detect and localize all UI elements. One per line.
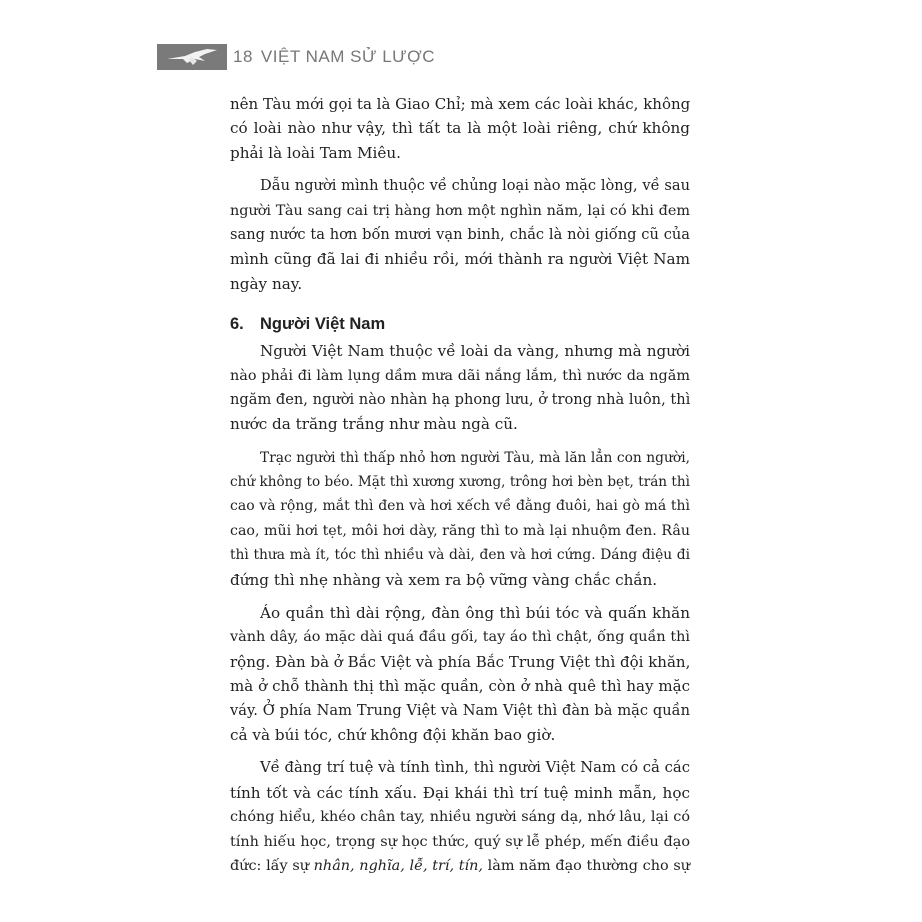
text-line: tính tốt và các tính xấu. Đại khái thì trí tuệ minh mẫn, học [230, 783, 690, 802]
running-header [233, 47, 435, 67]
text-line: mà ở chỗ thành thị thì mặc quần, còn ở nhà quê thì hay mặc [230, 677, 690, 696]
text-line: thì thưa mà ít, tóc thì nhiều và dài, đen và hơi cứng. Dáng điệu đi [230, 547, 690, 564]
text-line: tính hiếu học, trọng sự học thức, quý sự lễ phép, mến điều đạo [230, 833, 690, 850]
text-line: nào phải đi làm lụng dầm mưa dãi nắng lắm, thì nước da ngăm [230, 367, 690, 384]
text-line: Về đàng trí tuệ và tính tình, thì người Việt Nam có cả các [260, 759, 690, 777]
text-line-mixed [230, 854, 690, 878]
page-body [230, 92, 690, 878]
text-line: Dẫu người mình thuộc về chủng loại nào mặc lòng, về sau [260, 177, 690, 195]
text-run: làm năm đạo thường cho sự [482, 857, 690, 874]
text-line: Trạc người thì thấp nhỏ hơn người Tàu, mà lăn lẳn con người, [260, 449, 690, 466]
text-line: cả và búi tóc, chứ không đội khăn bao giờ. [230, 725, 556, 744]
section-heading [230, 309, 690, 339]
text-line: cao, mũi hơi tẹt, môi hơi dày, răng thì to mà lại nhuộm đen. Râu [230, 522, 690, 539]
book-title: VIỆT NAM SỬ LƯỢC [260, 47, 436, 66]
text-line: vành dây, áo mặc dài quá đầu gối, tay áo thì chật, ống quần thì [230, 629, 690, 646]
section-title: Người Việt Nam [260, 315, 386, 334]
text-line: cao và rộng, mắt thì đen và hơi xếch về đằng đuôi, hai gò má thì [230, 498, 690, 515]
text-line: mình cũng đã lai đi nhiều rồi, mới thành ra người Việt Nam [230, 250, 690, 269]
text-line: sang nước ta hơn bốn mươi vạn binh, chắc là nòi giống cũ của [230, 225, 690, 243]
italic-virtues: nhân, nghĩa, lễ, trí, tín, [313, 857, 483, 874]
text-line: người Tàu sang cai trị hàng hơn một nghìn năm, lại có khi đem [230, 202, 690, 219]
text-line: Áo quần thì dài rộng, đàn ông thì búi tóc và quấn khăn [260, 604, 690, 623]
section-number: 6. [230, 315, 244, 334]
header-ornament-bar [157, 44, 227, 70]
text-run: đức: lấy sự [230, 857, 314, 874]
bird-ornament-icon [165, 47, 219, 67]
page-number: 18 [233, 47, 253, 66]
text-line: ngày nay. [230, 274, 303, 293]
text-line: nước da trăng trắng như màu ngà cũ. [230, 415, 518, 434]
text-line: Người Việt Nam thuộc về loài da vàng, nhưng mà người [260, 342, 690, 361]
text-line: chứ không to béo. Mặt thì xương xương, trông hơi bèn bẹt, trán thì [230, 474, 690, 491]
text-line: chóng hiểu, khéo chân tay, nhiều người sáng dạ, nhớ lâu, lại có [230, 809, 690, 826]
text-line: đứng thì nhẹ nhàng và xem ra bộ vững vàng chắc chắn. [230, 570, 658, 589]
text-line: có loài nào như vậy, thì tất ta là một loài riêng, chứ không [230, 119, 690, 138]
text-line: váy. Ở phía Nam Trung Việt và Nam Việt thì đàn bà mặc quần [230, 701, 690, 719]
text-line: nên Tàu mới gọi ta là Giao Chỉ; mà xem các loài khác, không [230, 95, 691, 113]
text-line: ngăm đen, người nào nhàn hạ phong lưu, ở trong nhà luôn, thì [230, 390, 691, 408]
text-line: rộng. Đàn bà ở Bắc Việt và phía Bắc Trung Việt thì đội khăn, [230, 652, 691, 671]
text-line: phải là loài Tam Miêu. [230, 143, 401, 162]
